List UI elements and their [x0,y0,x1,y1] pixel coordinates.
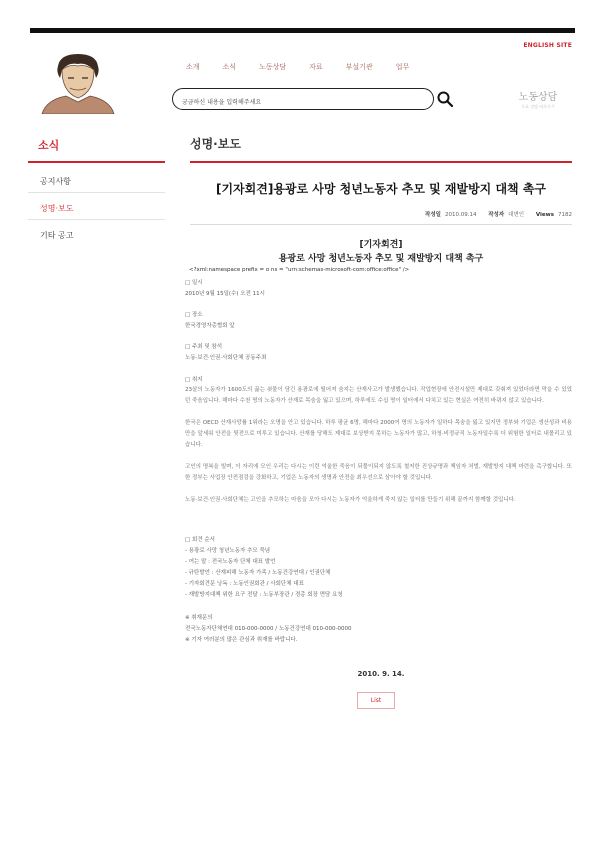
article-title: [기자회견]용광로 사망 청년노동자 추모 및 재발방지 대책 촉구 [215,182,546,196]
counsel-shortcut[interactable] [514,88,562,110]
portrait-body [42,96,114,114]
counsel-subtitle: 무료 상담 바로가기 [521,104,555,109]
sidebar-separator [28,192,165,193]
sidebar-item-notices[interactable]: 공지사항 [40,177,71,186]
host-value: 노동·보건·인권·사회단체 공동주최 [185,355,267,361]
post-date: 2010.09.14 [444,212,477,218]
xml-namespace-text: <?xml:namespace prefix = o ns = "urn:schemas-microsoft-com:office:office" /> [189,267,410,273]
meta-divider [190,224,572,225]
sidebar-item-statements[interactable]: 성명·보도 [40,204,74,213]
nav-item-news[interactable]: 소식 [222,63,237,71]
search-box [172,88,434,110]
purpose-paragraph: 노동·보건·인권·사회단체는 고인을 추모하는 마음을 모아 다시는 노동자가 억울하게 죽지 않는 일터를 만들기 위해 끝까지 함께할 것입니다. [185,497,516,503]
view-count: 7182 [558,212,572,218]
top-black-bar [30,28,575,33]
date-label: 작성일 [425,212,441,218]
when-value: 2010년 9월 15일(수) 오전 11시 [185,291,265,297]
title-divider [190,161,572,163]
post-author: 대변인 [508,212,525,218]
sidebar-title: 소식 [38,139,60,152]
program-label: □ 회견 순서 [185,537,215,543]
counsel-title: 노동상담 [518,92,558,103]
body-heading: [기자회견] [359,240,403,250]
main-navigation [186,62,432,72]
search-input[interactable] [182,94,412,112]
nav-item-work[interactable]: 업무 [395,63,410,71]
nav-item-affiliates[interactable]: 부설기관 [345,63,373,71]
program-item: - 재발방지대책 위한 요구 전달 : 노동부장관 / 경총 회장 면담 요청 [185,592,343,598]
contact-value: 전국노동자단체연대 010-000-0000 / 노동건강연대 010-000-0000 [185,626,352,632]
page-title: 성명·보도 [190,137,241,151]
list-button[interactable]: List [357,692,395,709]
where-value: 한국경영자총협회 앞 [185,323,235,329]
program-item: - 규탄발언 : 산재피해 노동자 가족 / 노동건강연대 / 인권단체 [185,570,331,576]
program-item: - 기자회견문 낭독 : 노동인권회관 / 사회단체 대표 [185,581,304,587]
contact-label: ※ 취재문의 [185,615,213,621]
views-label: Views [535,212,554,218]
nav-item-counsel[interactable]: 노동상담 [259,63,287,71]
program-item: - 용광로 사망 청년노동자 추모 묵념 [185,548,271,554]
notice-text: ※ 기자 여러분의 많은 관심과 취재를 바랍니다. [185,637,298,643]
purpose-label: □ 취지 [185,377,203,383]
english-site-link[interactable]: ENGLISH SITE [523,42,572,49]
where-label: □ 장소 [185,312,203,318]
host-label: □ 주최 및 참석 [185,344,223,350]
portrait-illustration[interactable] [38,52,118,114]
author-label: 작성자 [488,212,505,218]
article-meta [425,210,572,218]
nav-item-about[interactable]: 소개 [186,63,200,71]
sidebar-separator [28,219,165,220]
nav-item-resources[interactable]: 자료 [309,63,323,71]
sidebar-divider [28,161,165,163]
sign-date: 2010. 9. 14. [357,670,405,678]
body-subheading: 용광로 사망 청년노동자 추모 및 재발방지 대책 촉구 [278,254,484,264]
when-label: □ 일시 [185,280,203,286]
program-item: - 여는 말 : 전국노동자 단체 대표 발언 [185,559,276,565]
purpose-paragraph: 고인의 명복을 빌며, 이 자리에 모인 우리는 다시는 이런 억울한 죽음이 되풀이되지 않도록 철저한 진상규명과 책임자 처벌, 재발방지 대책 마련을 촉구합니다. 또한 정부는 사업장 안전점검을 강화하고, 기업은 노동자의 생명과 안전을 최우선으로 삼아야 할 것입니다. [185,464,572,481]
purpose-paragraph: 한국은 OECD 산재사망률 1위라는 오명을 안고 있습니다. 하루 평균 6명, 해마다 2000여 명의 노동자가 일하다 목숨을 잃고 있지만 정부와 기업은 생산성과 비용만을 앞세워 안전을 뒷전으로 미루고 있습니다. 산재를 당해도 제대로 보상받지 못하는 노동자가 많고, 하청·비정규직 노동자일수록 더 위험한 일터로 내몰리고 있습니다. [185,420,572,448]
portrait-face [62,66,94,99]
sidebar-item-other-notices[interactable]: 기타 공고 [40,231,74,240]
search-icon[interactable] [436,90,454,108]
purpose-paragraph: 23살의 노동자가 1600도의 끓는 쇳물이 담긴 용광로에 떨어져 숨지는 산재사고가 발생했습니다. 작업현장에 안전시설만 제대로 갖춰져 있었더라면 막을 수 있었던 죽음입니다. 해마다 수천 명의 노동자가 산재로 목숨을 잃고 있으며, 하루에도 수십 명이 일터에서 다치고 있는 현실은 여전히 바뀌지 않고 있습니다. [185,387,572,404]
